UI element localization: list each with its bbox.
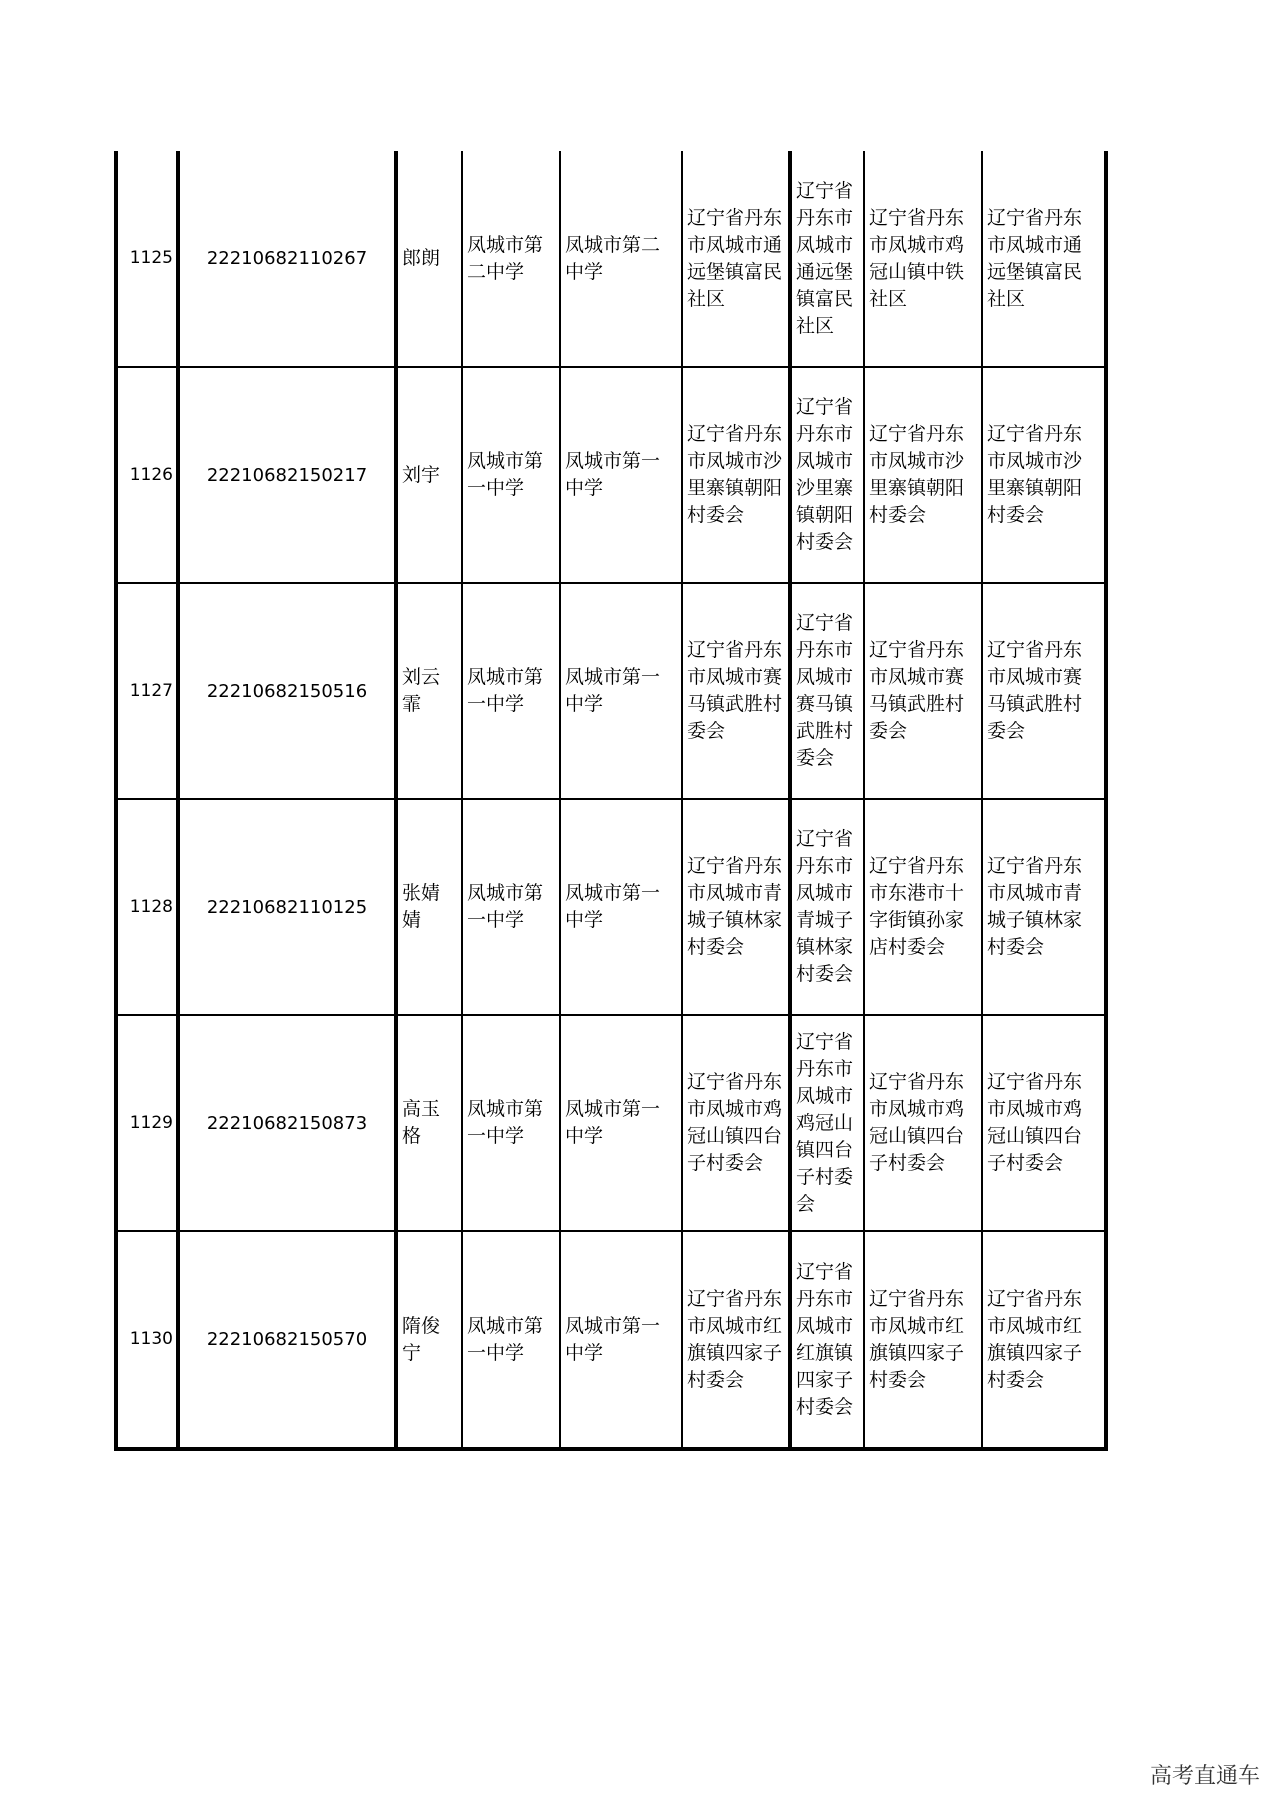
watermark-text: 高考直通车 <box>1149 1764 1260 1789</box>
household-address-cell: 辽宁省丹东市凤城市赛马镇武胜村委会 <box>682 583 790 799</box>
home-address-cell: 辽宁省丹东市凤城市红旗镇四家子村委会 <box>790 1231 864 1447</box>
seq-cell: 1125 <box>118 151 178 367</box>
seq-cell: 1128 <box>118 799 178 1015</box>
graduated-school-cell: 凤城市第二中学 <box>462 151 560 367</box>
table-row <box>118 1231 1104 1447</box>
table-body <box>118 151 1104 1447</box>
name-cell: 隋俊宁 <box>396 1231 462 1447</box>
seq-cell: 1130 <box>118 1231 178 1447</box>
exam-number-cell: 22210682150570 <box>178 1231 396 1447</box>
mother-address-cell: 辽宁省丹东市凤城市沙里寨镇朝阳村委会 <box>982 367 1104 583</box>
registered-school-cell: 凤城市第一中学 <box>560 1231 682 1447</box>
records-table <box>118 151 1104 1447</box>
father-address-cell: 辽宁省丹东市凤城市鸡冠山镇中铁社区 <box>864 151 982 367</box>
mother-address-cell: 辽宁省丹东市凤城市通远堡镇富民社区 <box>982 151 1104 367</box>
exam-number-cell: 22210682150217 <box>178 367 396 583</box>
table-row <box>118 583 1104 799</box>
registered-school-cell: 凤城市第二中学 <box>560 151 682 367</box>
household-address-cell: 辽宁省丹东市凤城市沙里寨镇朝阳村委会 <box>682 367 790 583</box>
table-row <box>118 1015 1104 1231</box>
mother-address-cell: 辽宁省丹东市凤城市鸡冠山镇四台子村委会 <box>982 1015 1104 1231</box>
exam-number-cell: 22210682110125 <box>178 799 396 1015</box>
registered-school-cell: 凤城市第一中学 <box>560 1015 682 1231</box>
table-row <box>118 367 1104 583</box>
mother-address-cell: 辽宁省丹东市凤城市青城子镇林家村委会 <box>982 799 1104 1015</box>
seq-cell: 1129 <box>118 1015 178 1231</box>
father-address-cell: 辽宁省丹东市凤城市鸡冠山镇四台子村委会 <box>864 1015 982 1231</box>
name-cell: 高玉格 <box>396 1015 462 1231</box>
table-row <box>118 151 1104 367</box>
home-address-cell: 辽宁省丹东市凤城市青城子镇林家村委会 <box>790 799 864 1015</box>
name-cell: 张婧婧 <box>396 799 462 1015</box>
household-address-cell: 辽宁省丹东市凤城市鸡冠山镇四台子村委会 <box>682 1015 790 1231</box>
graduated-school-cell: 凤城市第一中学 <box>462 1015 560 1231</box>
father-address-cell: 辽宁省丹东市凤城市红旗镇四家子村委会 <box>864 1231 982 1447</box>
seq-cell: 1127 <box>118 583 178 799</box>
household-address-cell: 辽宁省丹东市凤城市青城子镇林家村委会 <box>682 799 790 1015</box>
registered-school-cell: 凤城市第一中学 <box>560 367 682 583</box>
home-address-cell: 辽宁省丹东市凤城市通远堡镇富民社区 <box>790 151 864 367</box>
exam-number-cell: 22210682110267 <box>178 151 396 367</box>
home-address-cell: 辽宁省丹东市凤城市鸡冠山镇四台子村委会 <box>790 1015 864 1231</box>
father-address-cell: 辽宁省丹东市东港市十字街镇孙家店村委会 <box>864 799 982 1015</box>
mother-address-cell: 辽宁省丹东市凤城市红旗镇四家子村委会 <box>982 1231 1104 1447</box>
records-table-frame <box>114 151 1108 1451</box>
household-address-cell: 辽宁省丹东市凤城市红旗镇四家子村委会 <box>682 1231 790 1447</box>
father-address-cell: 辽宁省丹东市凤城市沙里寨镇朝阳村委会 <box>864 367 982 583</box>
seq-cell: 1126 <box>118 367 178 583</box>
graduated-school-cell: 凤城市第一中学 <box>462 367 560 583</box>
mother-address-cell: 辽宁省丹东市凤城市赛马镇武胜村委会 <box>982 583 1104 799</box>
name-cell: 郎朗 <box>396 151 462 367</box>
name-cell: 刘云霏 <box>396 583 462 799</box>
household-address-cell: 辽宁省丹东市凤城市通远堡镇富民社区 <box>682 151 790 367</box>
home-address-cell: 辽宁省丹东市凤城市沙里寨镇朝阳村委会 <box>790 367 864 583</box>
home-address-cell: 辽宁省丹东市凤城市赛马镇武胜村委会 <box>790 583 864 799</box>
exam-number-cell: 22210682150516 <box>178 583 396 799</box>
registered-school-cell: 凤城市第一中学 <box>560 799 682 1015</box>
graduated-school-cell: 凤城市第一中学 <box>462 1231 560 1447</box>
registered-school-cell: 凤城市第一中学 <box>560 583 682 799</box>
father-address-cell: 辽宁省丹东市凤城市赛马镇武胜村委会 <box>864 583 982 799</box>
graduated-school-cell: 凤城市第一中学 <box>462 583 560 799</box>
graduated-school-cell: 凤城市第一中学 <box>462 799 560 1015</box>
exam-number-cell: 22210682150873 <box>178 1015 396 1231</box>
name-cell: 刘宇 <box>396 367 462 583</box>
table-row <box>118 799 1104 1015</box>
